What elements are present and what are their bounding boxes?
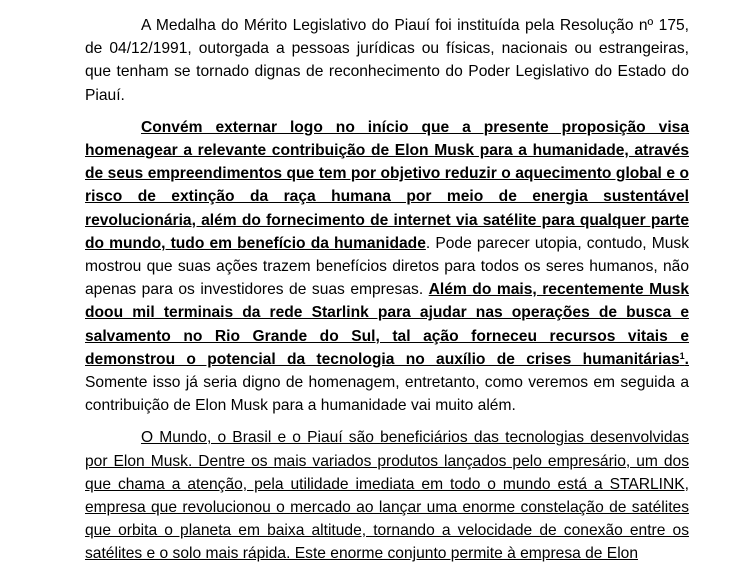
underlined-starlink-paragraph: O Mundo, o Brasil e o Piauí são beneficiários das tecnologias desenvolvidas por Elon Musk. Dentre os mais variados produtos lançados pelo empresário, um dos que chama a atenção, pela utilidade imediata em todo o mundo está a STARLINK, empresa que revolucionou o mercado ao lançar uma enorme constelação de satélites que orbita o planeta em baixa altitude, tornando a velocidade de conexão entre os satélites e o solo mais rápida. Este enorme conjunto permite à empresa de Elon <box>85 429 689 563</box>
document-page <box>85 14 689 575</box>
paragraph-closing-text: Somente isso já seria digno de homenagem, entretanto, como veremos em seguida a contribuição de Elon Musk para a humanidade vai muito além. <box>85 374 689 415</box>
bold-period: . <box>684 350 689 368</box>
paragraph-starlink <box>85 426 689 565</box>
starlink-donation-text: Além do mais, recentemente Musk doou mil terminais da rede Starlink para ajudar nas operações de busca e salvamento no Rio Grande do Sul, tal ação forneceu recursos vitais e demonstrou o potencial da tecnologia no auxílio de crises humanitárias <box>85 281 689 368</box>
bold-underlined-intro: Convém externar logo no início que a presente proposição visa homenagear a relevante contribuição de Elon Musk para a humanidade, através de seus empreendimentos que tem por objetivo reduzir o aquecimento global e o risco de extinção da raça humana por meio de energia sustentável revolucionária, além do fornecimento de internet via satélite para qualquer parte do mundo, tudo em benefício da humanidade <box>85 118 689 252</box>
paragraph-middle-text: . Pode parecer utopia, contudo, Musk mostrou que suas ações trazem benefícios diretos para todos os seres humanos, não apenas para os investidores de suas empresas. <box>85 234 689 299</box>
paragraph-medalha: A Medalha do Mérito Legislativo do Piauí foi instituída pela Resolução nº 175, de 04/12/1991, outorgada a pessoas jurídicas ou físicas, nacionais ou estrangeiras, que tenham se tornado dignas de reconhecimento do Poder Legislativo do Estado do Piauí. <box>85 17 689 104</box>
footnote-reference[interactable]: 1 <box>679 350 685 361</box>
paragraph-proposicao <box>85 116 689 418</box>
